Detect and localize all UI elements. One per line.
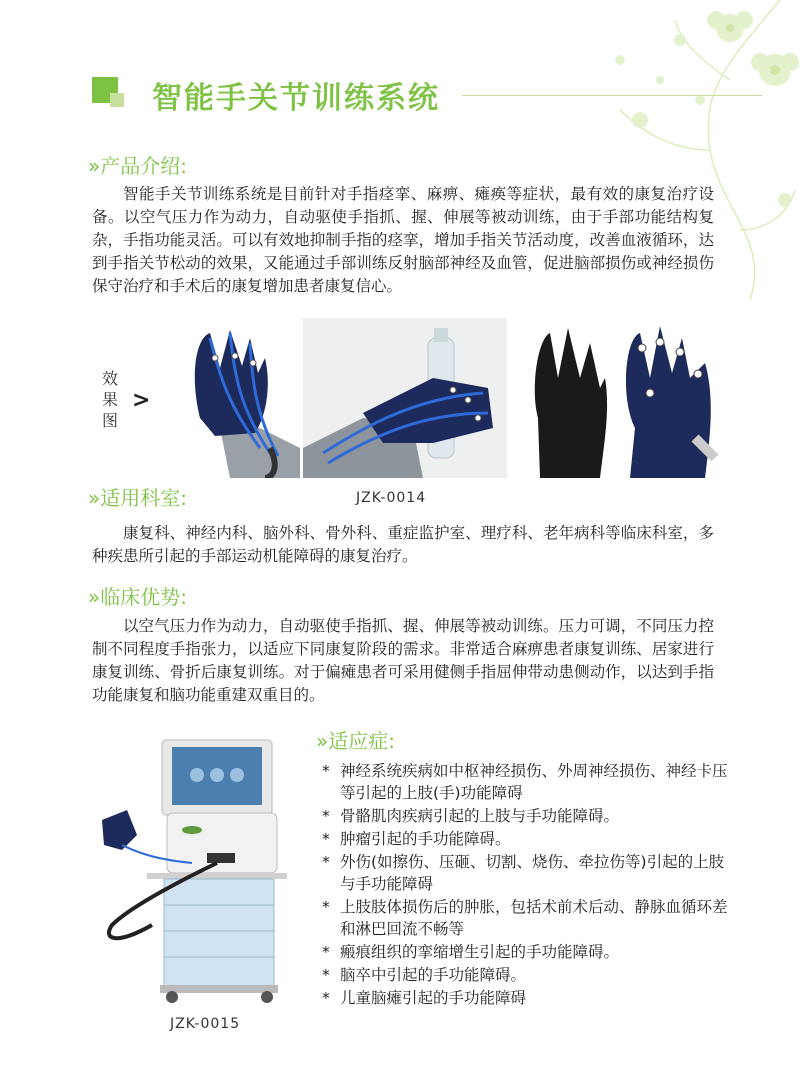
title-rule [462, 95, 762, 96]
page-title: 智能手关节训练系统 [152, 81, 440, 116]
asterisk-bullet-icon: * [322, 762, 330, 780]
intro-text: 智能手关节训练系统是目前针对手指痉挛、麻痹、瘫痪等症状，最有效的康复治疗设备。以空气压力作为动力，自动驱使手指抓、握、伸展等被动训练，由于手部功能结构复杂，手指功能灵活。可以有效地抑制手指的痉挛，增加手指关节活动度，改善血液循环，达到手指关节松动的效果，又能通过手部训练反射脑部神经及血管，促进脑部损伤或神经损伤保守治疗和手术后的康复增加患者康复信心。 [92, 185, 714, 295]
indication-item [322, 941, 732, 963]
effect-label: 效 果 图 [102, 369, 119, 430]
advantages-heading: »临床优势: [88, 585, 187, 609]
asterisk-bullet-icon: * [322, 966, 330, 984]
model-caption-1: JZK-0014 [356, 490, 427, 506]
asterisk-bullet-icon: * [322, 989, 330, 1007]
product-photo-1 [160, 318, 300, 478]
chevron-right-icon: > [132, 388, 151, 413]
asterisk-bullet-icon: * [322, 807, 330, 825]
asterisk-bullet-icon: * [322, 853, 330, 871]
title-block [92, 73, 682, 123]
product-photo-2 [303, 318, 507, 478]
indication-text: 上肢肢体损伤后的肿胀，包括术前术后动、静脉血循环差和淋巴回流不畅等 [340, 898, 728, 938]
indication-item [322, 896, 732, 940]
indication-item [322, 964, 732, 986]
indication-item [322, 828, 732, 850]
indication-item [322, 987, 732, 1009]
indications-list [322, 760, 732, 1010]
floral-decoration [580, 0, 800, 360]
advantages-text: 以空气压力作为动力，自动驱使手指抓、握、伸展等被动训练。压力可调，不同压力控制不同程度手指张力，以适应下同康复阶段的需求。非常适合麻痹患者康复训练、居家进行康复训练、骨折后康复训练。对于偏瘫患者可采用健侧手指屈伸带动患侧动作，以达到手指功能康复和脑功能重建双重目的。 [92, 617, 714, 704]
indication-text: 神经系统疾病如中枢神经损伤、外周神经损伤、神经卡压等引起的上肢(手)功能障碍 [340, 762, 728, 802]
intro-heading: »产品介绍: [88, 154, 187, 178]
indication-text: 肿瘤引起的手功能障碍。 [340, 830, 511, 848]
indications-heading: »适应症: [316, 729, 395, 753]
departments-text: 康复科、神经内科、脑外科、骨外科、重症监护室、理疗科、老年病科等临床科室，多种疾患所引起的手部运动机能障碍的康复治疗。 [92, 524, 714, 565]
device-photo [92, 735, 292, 1005]
indication-text: 儿童脑瘫引起的手功能障碍 [340, 989, 527, 1007]
model-caption-2: JZK-0015 [170, 1016, 241, 1032]
indication-item [322, 760, 732, 804]
product-photo-3 [510, 318, 720, 478]
indication-item [322, 851, 732, 895]
indication-text: 骨骼肌肉疾病引起的上肢与手功能障碍。 [340, 807, 620, 825]
indication-text: 瘢痕组织的挛缩增生引起的手功能障碍。 [340, 943, 620, 961]
indication-text: 脑卒中引起的手功能障碍。 [340, 966, 527, 984]
asterisk-bullet-icon: * [322, 898, 330, 916]
indication-item [322, 805, 732, 827]
asterisk-bullet-icon: * [322, 943, 330, 961]
departments-heading: »适用科室: [88, 486, 187, 510]
indication-text: 外伤(如擦伤、压砸、切割、烧伤、牵拉伤等)引起的上肢与手功能障碍 [340, 853, 725, 893]
title-square-light [110, 93, 124, 107]
asterisk-bullet-icon: * [322, 830, 330, 848]
